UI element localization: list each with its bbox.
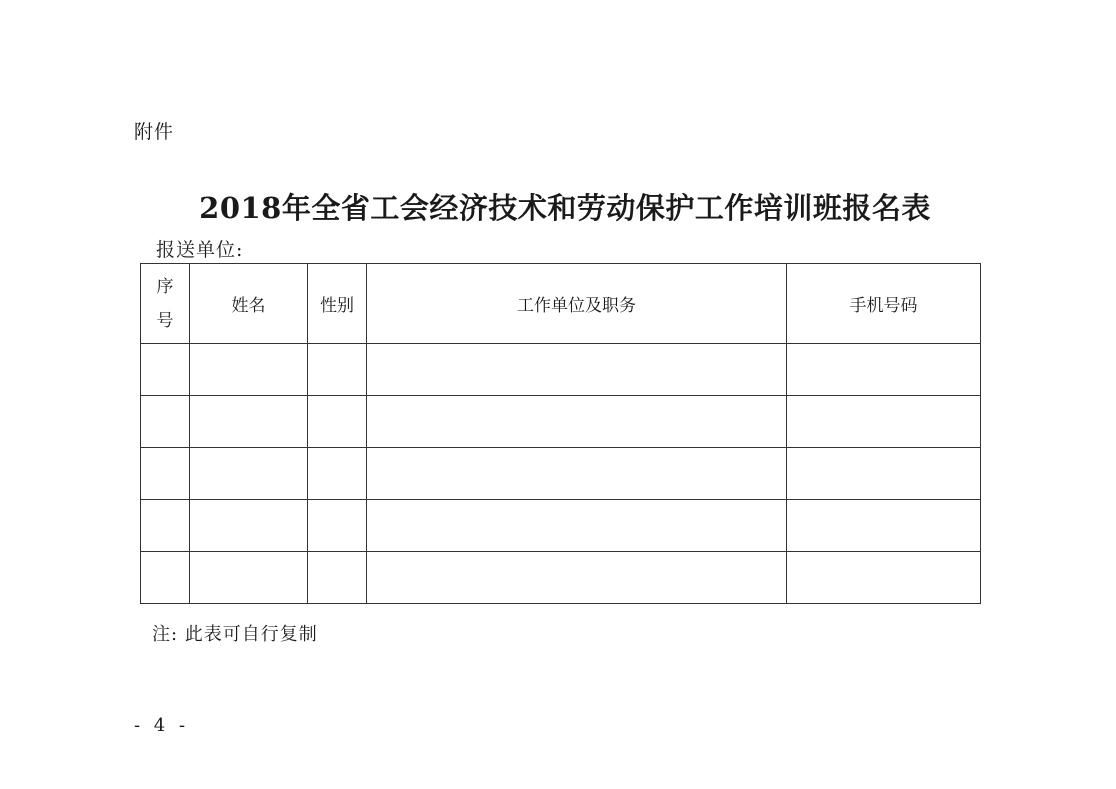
cell-name[interactable] xyxy=(190,396,308,448)
cell-phone[interactable] xyxy=(787,448,981,500)
page-title: 2018年全省工会经济技术和劳动保护工作培训班报名表 xyxy=(199,191,931,225)
attachment-label: 附件 xyxy=(134,121,175,143)
cell-seq[interactable] xyxy=(141,396,190,448)
cell-gender[interactable] xyxy=(308,500,367,552)
cell-name[interactable] xyxy=(190,448,308,500)
cell-gender[interactable] xyxy=(308,344,367,396)
cell-workplace-position[interactable] xyxy=(367,396,787,448)
cell-phone[interactable] xyxy=(787,500,981,552)
table-row xyxy=(141,500,981,552)
cell-name[interactable] xyxy=(190,500,308,552)
page-number: - 4 - xyxy=(134,715,190,736)
cell-seq[interactable] xyxy=(141,500,190,552)
table-row xyxy=(141,396,981,448)
table-row xyxy=(141,448,981,500)
table-header-row xyxy=(141,264,981,344)
cell-seq[interactable] xyxy=(141,344,190,396)
header-workplace-position: 工作单位及职务 xyxy=(367,264,787,344)
header-gender: 性别 xyxy=(308,264,367,344)
footnote: 注: 此表可自行复制 xyxy=(152,624,318,645)
header-name: 姓名 xyxy=(190,264,308,344)
cell-name[interactable] xyxy=(190,552,308,604)
header-seq-line1: 序 xyxy=(156,276,174,297)
cell-workplace-position[interactable] xyxy=(367,552,787,604)
registration-table xyxy=(140,263,981,604)
submitting-unit-label: 报送单位: xyxy=(156,239,244,261)
cell-seq[interactable] xyxy=(141,552,190,604)
table-row xyxy=(141,344,981,396)
cell-workplace-position[interactable] xyxy=(367,448,787,500)
cell-workplace-position[interactable] xyxy=(367,344,787,396)
cell-phone[interactable] xyxy=(787,396,981,448)
cell-gender[interactable] xyxy=(308,448,367,500)
table-row xyxy=(141,552,981,604)
cell-name[interactable] xyxy=(190,344,308,396)
cell-seq[interactable] xyxy=(141,448,190,500)
cell-workplace-position[interactable] xyxy=(367,500,787,552)
cell-phone[interactable] xyxy=(787,344,981,396)
cell-gender[interactable] xyxy=(308,552,367,604)
header-seq-line2: 号 xyxy=(156,310,174,331)
header-seq xyxy=(141,264,190,344)
header-phone: 手机号码 xyxy=(787,264,981,344)
cell-phone[interactable] xyxy=(787,552,981,604)
cell-gender[interactable] xyxy=(308,396,367,448)
